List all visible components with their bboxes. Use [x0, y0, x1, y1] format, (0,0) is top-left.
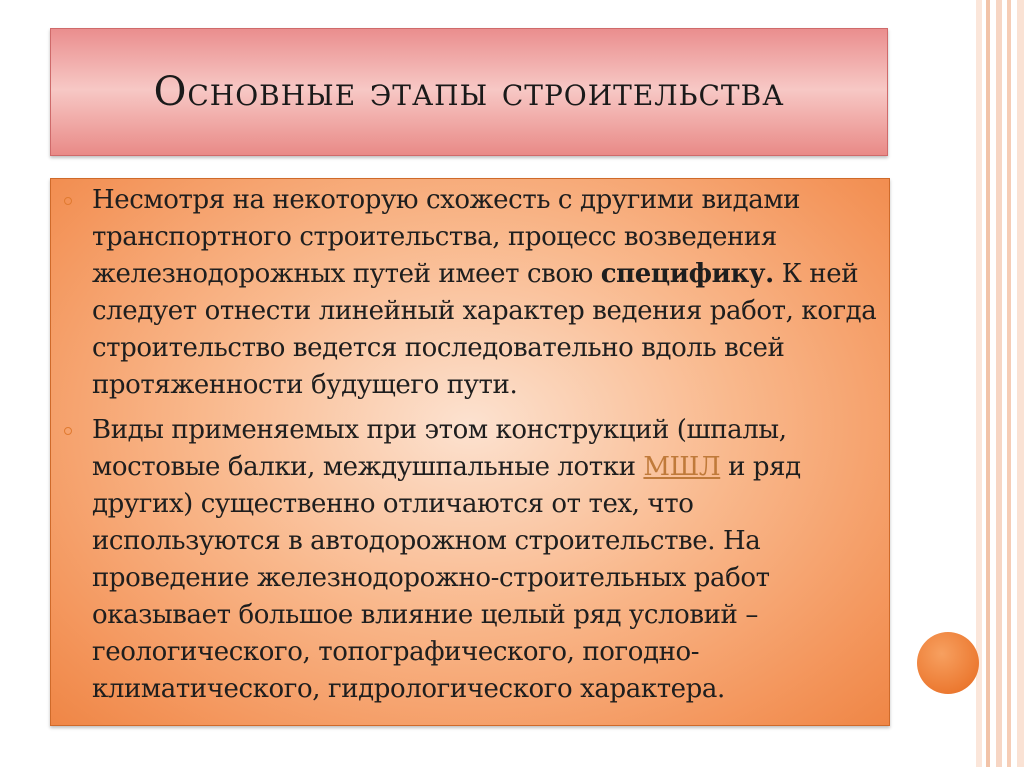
bullet-2-text-start: Виды применяемых при этом конструкций (шпалы, мостовые балки, междушпальные лотки — [92, 415, 787, 482]
slide-title: Основные этапы строительства — [153, 69, 785, 115]
title-box — [50, 28, 888, 156]
bullet-circle-icon — [64, 427, 72, 435]
bullet-2-text-end: и ряд других) существенно отличаются от тех, что используются в автодорожном строительстве. На проведение железнодорожно-строительных работ оказывает большое влияние целый ряд условий – геологического, топографического, погодно-климатического, гидрологического характера. — [92, 452, 801, 704]
bullet-1-text-start: Несмотря на некоторую схожесть с другими видами транспортного строительства, процесс возведения железнодорожных путей имеет свою — [92, 185, 801, 289]
bullet-1-bold-text: специфику. — [600, 259, 774, 289]
decorative-stripes — [976, 0, 1024, 767]
mshl-link[interactable]: МШЛ — [643, 452, 721, 482]
bullet-circle-icon — [64, 197, 72, 205]
bullet-item-2 — [60, 412, 882, 708]
decorative-circle — [917, 632, 979, 694]
bullet-item-1 — [60, 182, 882, 404]
bullet-list — [60, 182, 882, 716]
bullet-1-text-end: К ней следует отнести линейный характер ведения работ, когда строительство ведется последовательно вдоль всей протяженности будущего пути. — [92, 259, 877, 400]
